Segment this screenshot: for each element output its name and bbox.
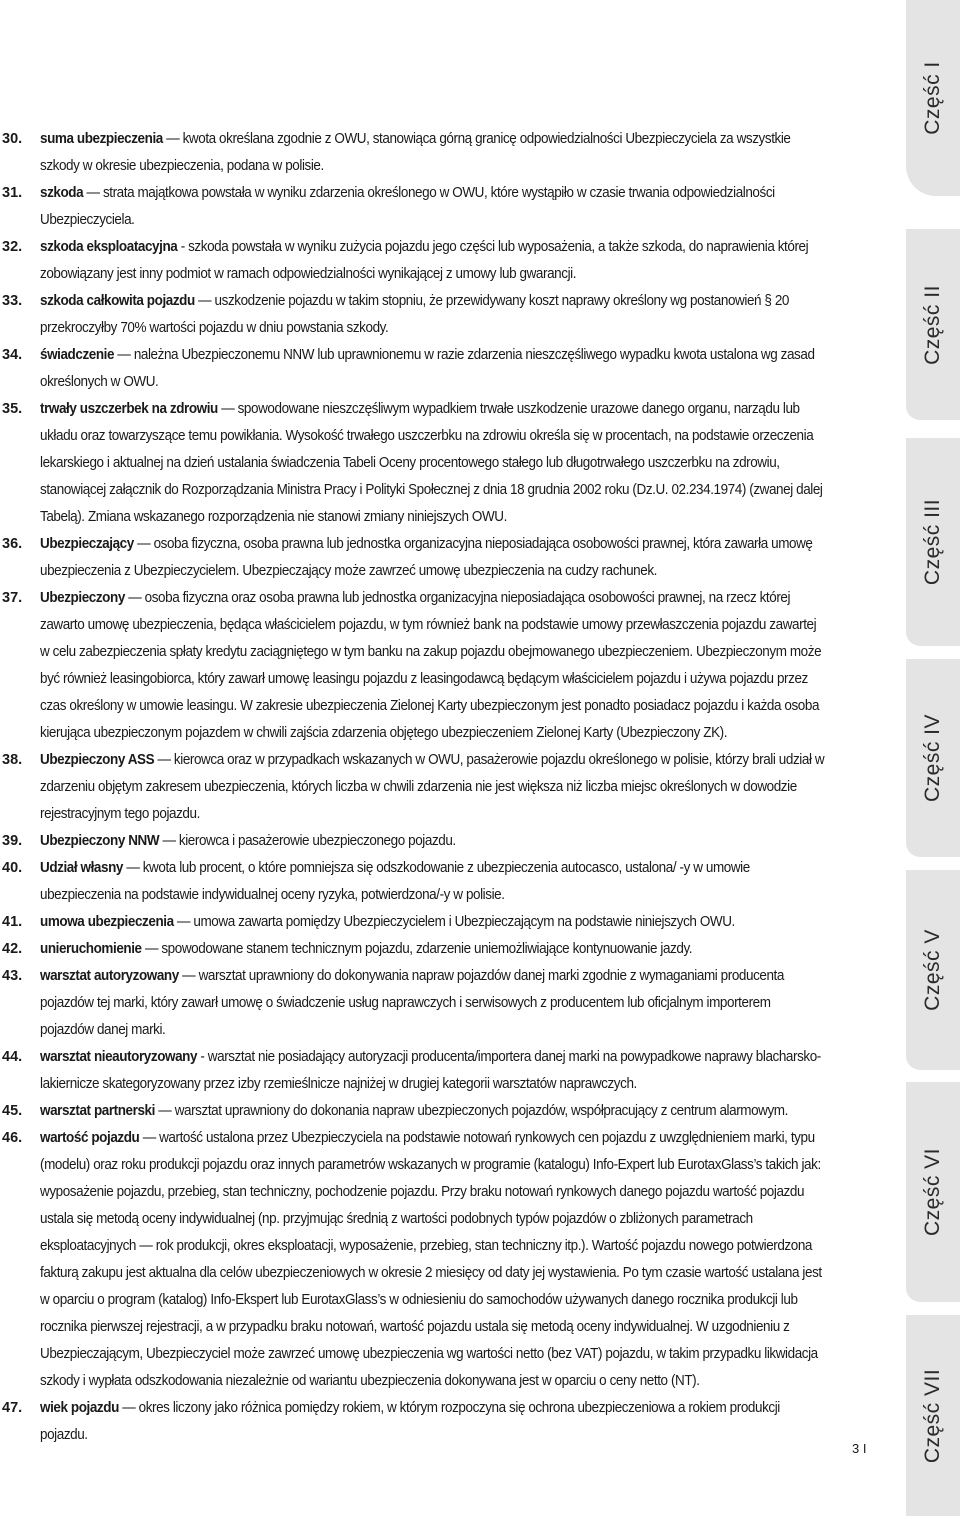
entry-term: suma ubezpieczenia xyxy=(40,131,163,147)
definition-entry-44 xyxy=(0,1044,884,1098)
entry-term: unieruchomienie xyxy=(40,941,142,957)
entry-number: 33. xyxy=(2,293,23,309)
entry-term: wiek pojazdu xyxy=(40,1400,119,1416)
entry-body xyxy=(40,1395,825,1449)
entry-number: 46. xyxy=(2,1130,23,1146)
entry-text: — osoba fizyczna oraz osoba prawna lub jednostka organizacyjna nieposiadająca osobowości prawnej, na rzecz której zawarto umowę ubezpieczenia, będąca właścicielem pojazdu, w tym również bank na podstawie umowy przewłaszczenia pojazdu zawartej w celu zabezpieczenia spłaty kredytu zaciągniętego w tym banku na zakup pojazdu obejmowanego ubezpieczeniem. Ubezpieczonym może być również leasingobiorca, który zawarł umowę leasingu pojazdu z leasingodawcą będącym właścicielem pojazdu i używa pojazdu przez czas określony w umowie leasingu. W zakresie ubezpieczenia Zielonej Karty ubezpieczonym jest ponadto posiadacz pojazdu i każda osoba kierująca ubezpieczonym pojazdem w chwili zajścia zdarzenia objętego ubezpieczeniem Zielonej Karty (Ubezpieczony ZK). xyxy=(40,590,822,741)
definition-entry-35 xyxy=(0,396,884,531)
definition-entry-42 xyxy=(0,936,884,963)
entry-body xyxy=(40,342,825,396)
entry-body xyxy=(40,855,825,909)
entry-body xyxy=(40,909,825,936)
entry-text: — kierowca i pasażerowie ubezpieczonego pojazdu. xyxy=(159,833,456,849)
definition-entry-39 xyxy=(0,828,884,855)
entry-term: szkoda całkowita pojazdu xyxy=(40,293,195,309)
entry-number: 36. xyxy=(2,536,23,552)
entry-body xyxy=(40,1098,825,1125)
entry-number: 39. xyxy=(2,833,23,849)
entry-text: - szkoda powstała w wyniku zużycia pojazdu jego części lub wyposażenia, a także szkoda, do naprawienia której zobowiązany jest inny podmiot w ramach odpowiedzialności wynikającej z umowy lub gwarancji. xyxy=(40,239,809,282)
entry-term: szkoda eksploatacyjna xyxy=(40,239,178,255)
entry-body xyxy=(40,531,825,585)
entry-text: — kwota lub procent, o które pomniejsza się odszkodowanie z ubezpieczenia autocasco, ustalona/ -y w umowie ubezpieczenia na podstawie indywidualnej oceny ryzyka, potwierdzona/-y w polisie. xyxy=(40,860,750,903)
entry-number: 44. xyxy=(2,1049,23,1065)
definition-entry-40 xyxy=(0,855,884,909)
tab-label: Część V xyxy=(921,929,944,1011)
definition-entry-33 xyxy=(0,288,884,342)
page-number: 3 I xyxy=(852,1441,867,1456)
entry-body xyxy=(40,234,825,288)
entry-text: — spowodowane stanem technicznym pojazdu, zdarzenie uniemożliwiające kontynuowanie jazdy. xyxy=(141,941,693,957)
entry-body xyxy=(40,747,825,828)
entry-number: 32. xyxy=(2,239,23,255)
section-tabs xyxy=(906,0,960,1516)
entry-term: Udział własny xyxy=(40,860,124,876)
entry-term: Ubezpieczający xyxy=(40,536,134,552)
entry-body xyxy=(40,126,825,180)
entry-term: Ubezpieczony xyxy=(40,590,125,606)
entry-body xyxy=(40,396,825,531)
definition-entry-36 xyxy=(0,531,884,585)
entry-number: 30. xyxy=(2,131,23,147)
entry-number: 47. xyxy=(2,1400,23,1416)
tab-label: Część VII xyxy=(921,1368,944,1463)
definition-entry-41 xyxy=(0,909,884,936)
definition-entry-32 xyxy=(0,234,884,288)
entry-text: — warsztat uprawniony do dokonania napraw ubezpieczonych pojazdów, współpracujący z centrum alarmowym. xyxy=(154,1103,788,1119)
entry-term: Ubezpieczony ASS xyxy=(40,752,155,768)
entry-text: — kierowca oraz w przypadkach wskazanych w OWU, pasażerowie pojazdu określonego w polisie, którzy brali udział w zdarzeniu objętym zakresem ubezpieczenia, których liczba w chwili zdarzenia nie jest większa niż liczba miejsc określonych w dowodzie rejestracyjnym tego pojazdu. xyxy=(40,752,825,822)
entry-text: — osoba fizyczna, osoba prawna lub jednostka organizacyjna nieposiadająca osobowości prawnej, która zawarła umowę ubezpieczenia z Ubezpieczycielem. Ubezpieczający może zawrzeć umowę ubezpieczenia na cudzy rachunek. xyxy=(40,536,813,579)
entry-body xyxy=(40,963,825,1044)
entry-number: 38. xyxy=(2,752,23,768)
definition-entry-31 xyxy=(0,180,884,234)
entry-text: — uszkodzenie pojazdu w takim stopniu, że przewidywany koszt naprawy określony wg postanowień § 20 przekroczyłby 70% wartości pojazdu w dniu powstania szkody. xyxy=(40,293,790,336)
definition-entry-37 xyxy=(0,585,884,747)
entry-text: - warsztat nie posiadający autoryzacji producenta/importera danej marki na powypadkowe naprawy blacharsko-lakiernicze skategoryzowany przez izby rzemieślnicze najniżej w drugiej kategorii warsztatów naprawczych. xyxy=(40,1049,821,1092)
entry-body xyxy=(40,936,825,963)
definition-entry-38 xyxy=(0,747,884,828)
tab-label: Część II xyxy=(921,284,944,365)
definition-entry-43 xyxy=(0,963,884,1044)
tab-label: Część IV xyxy=(921,713,944,803)
entry-number: 41. xyxy=(2,914,23,930)
entry-body xyxy=(40,1125,825,1395)
entry-term: szkoda xyxy=(40,185,84,201)
tab-czesc-4[interactable] xyxy=(906,659,960,857)
entry-number: 42. xyxy=(2,941,23,957)
tab-label: Część VI xyxy=(921,1147,944,1237)
entry-number: 45. xyxy=(2,1103,23,1119)
tab-czesc-6[interactable] xyxy=(906,1082,960,1302)
tab-czesc-3[interactable] xyxy=(906,438,960,646)
entry-number: 43. xyxy=(2,968,23,984)
entry-number: 40. xyxy=(2,860,23,876)
entry-text: — strata majątkowa powstała w wyniku zdarzenia określonego w OWU, które wystąpiło w czasie trwania odpowiedzialności Ubezpieczyciela. xyxy=(40,185,775,228)
tab-label: Część III xyxy=(921,498,944,586)
entry-term: trwały uszczerbek na zdrowiu xyxy=(40,401,218,417)
entry-term: warsztat partnerski xyxy=(40,1103,155,1119)
entry-text: — wartość ustalona przez Ubezpieczyciela na podstawie notowań rynkowych cen pojazdu z uwzględnieniem marki, typu (modelu) oraz roku produkcji pojazdu oraz innych parametrów wskazanych w programie (katalogu) Info-Expert lub EurotaxGlass’s takich jak: wyposażenie pojazdu, przebieg, stan techniczny, pochodzenie pojazdu. Przy braku notowań rynkowych danego pojazdu wartość pojazdu ustala się metodą oceny indywidualnej (np. przyjmując średnią z wartości podobnych typów pojazdów o zbliżonych parametrach eksploatacyjnych — rok produkcji, okres eksploatacji, wyposażenie, przebieg, stan techniczny itp.). Wartość pojazdu nowego potwierdzona fakturą zakupu jest aktualna dla celów ubezpieczeniowych w okresie 2 miesięcy od daty jej wystawienia. Po tym czasie wartość ustalana jest w oparciu o program (katalog) Info-Ekspert lub EurotaxGlass’s w odniesieniu do samochodów używanych danego rocznika produkcji lub rocznika pierwszej rejestracji, a w przypadku braku notowań, wartość pojazdu ustala się metodą oceny indywidualnej. W uzgodnieniu z Ubezpieczającym, Ubezpieczyciel może zawrzeć umowę ubezpieczenia wg wartości netto (bez VAT) pojazdu, w takim przypadku likwidacja szkody i wypłata odszkodowania niezależnie od wariantu ubezpieczenia dokonywana jest w oparciu o ceny netto (NT). xyxy=(40,1130,822,1389)
entry-term: wartość pojazdu xyxy=(40,1130,140,1146)
definition-entry-34 xyxy=(0,342,884,396)
entry-body xyxy=(40,828,825,855)
entry-text: — warsztat uprawniony do dokonywania napraw pojazdów danej marki zgodnie z wymaganiami producenta pojazdów tej marki, który zawarł umowę o świadczenie usług naprawczych i serwisowych z producentem lub oficjalnym importerem pojazdów danej marki. xyxy=(40,968,784,1038)
definition-entry-30 xyxy=(0,126,884,180)
definition-entry-47 xyxy=(0,1395,884,1449)
entry-text: — spowodowane nieszczęśliwym wypadkiem trwałe uszkodzenie urazowe danego organu, narządu lub układu oraz towarzyszące temu powikłania. Wysokość trwałego uszczerbku na zdrowiu określa się w procentach, na podstawie orzeczenia lekarskiego i aktualnej na dzień ustalania świadczenia Tabeli Oceny procentowego stałego lub długotrwałego uszczerbku na zdrowiu, stanowiącej załącznik do Rozporządzania Ministra Pracy i Polityki Społecznej z dnia 18 grudnia 2002 roku (Dz.U. 02.234.1974) (zwanej dalej Tabelą). Zmiana wskazanego rozporządzenia nie stanowi zmiany niniejszych OWU. xyxy=(40,401,823,525)
entry-text: — okres liczony jako różnica pomiędzy rokiem, w którym rozpoczyna się ochrona ubezpieczeniowa a rokiem produkcji pojazdu. xyxy=(40,1400,780,1443)
tab-czesc-7[interactable] xyxy=(906,1315,960,1516)
entry-body xyxy=(40,585,825,747)
entry-text: — umowa zawarta pomiędzy Ubezpieczycielem i Ubezpieczającym na podstawie niniejszych OWU. xyxy=(173,914,735,930)
tab-czesc-5[interactable] xyxy=(906,870,960,1070)
entry-number: 37. xyxy=(2,590,23,606)
tab-label: Część I xyxy=(921,61,944,135)
entry-text: — kwota określana zgodnie z OWU, stanowiąca górną granicę odpowiedzialności Ubezpieczyciela za wszystkie szkody w okresie ubezpieczenia, podana w polisie. xyxy=(40,131,791,174)
entry-term: warsztat nieautoryzowany xyxy=(40,1049,198,1065)
entry-text: — należna Ubezpieczonemu NNW lub uprawnionemu w razie zdarzenia nieszczęśliwego wypadku kwota ustalona wg zasad określonych w OWU. xyxy=(40,347,815,390)
entry-term: świadczenie xyxy=(40,347,115,363)
entry-body xyxy=(40,180,825,234)
tab-czesc-2[interactable] xyxy=(906,229,960,420)
entry-body xyxy=(40,288,825,342)
entry-number: 35. xyxy=(2,401,23,417)
entry-term: Ubezpieczony NNW xyxy=(40,833,160,849)
definition-entry-46 xyxy=(0,1125,884,1395)
tab-czesc-1[interactable] xyxy=(906,0,960,196)
definition-entry-45 xyxy=(0,1098,884,1125)
entry-number: 31. xyxy=(2,185,23,201)
entry-term: umowa ubezpieczenia xyxy=(40,914,174,930)
entry-term: warsztat autoryzowany xyxy=(40,968,179,984)
entry-number: 34. xyxy=(2,347,23,363)
definitions-list xyxy=(0,126,884,1449)
entry-body xyxy=(40,1044,825,1098)
